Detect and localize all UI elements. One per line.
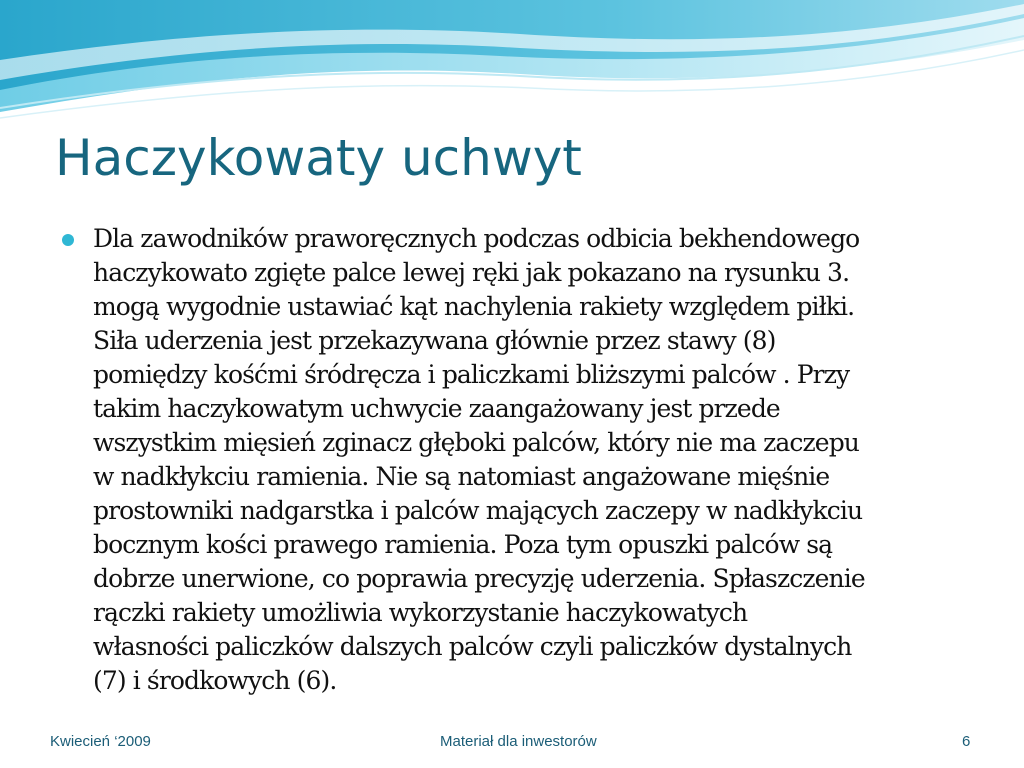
bullet-text: Dla zawodników praworęcznych podczas odbicia bekhendowego haczykowato zgięte palce lewej ręki jak pokazano na rysunku 3. mogą wygodnie ustawiać kąt nachylenia rakiety względem piłki. Siła uderzenia jest przekazywana głównie przez stawy (8) pomiędzy kośćmi śródręcza i paliczkami bliższymi palców . Przy takim haczykowatym uchwycie zaangażowany jest przede wszystkim mięsień zginacz głęboki palców, który nie ma zaczepu w nadkłykciu ramienia. Nie są natomiast angażowane mięśnie prostowniki nadgarstka i palców mających zaczepy w nadkłykciu bocznym kości prawego ramienia. Poza tym opuszki palców są dobrze unerwione, co poprawia precyzję uderzenia. Spłaszczenie rączki rakiety umożliwia wykorzystanie haczykowatych własności paliczków dalszych palców czyli paliczków dystalnych (7) i środkowych (6). <box>93 224 865 695</box>
footer-center-text: Materiał dla inwestorów <box>440 733 597 750</box>
bullet-dot-icon <box>62 234 74 246</box>
slide-content <box>62 222 972 698</box>
footer-date: Kwiecień ‘2009 <box>50 733 151 750</box>
slide-title: Haczykowaty uchwyt <box>55 129 582 187</box>
bullet-item <box>62 222 972 698</box>
footer-page-number: 6 <box>962 733 971 750</box>
header-wave-decoration <box>0 0 1024 140</box>
